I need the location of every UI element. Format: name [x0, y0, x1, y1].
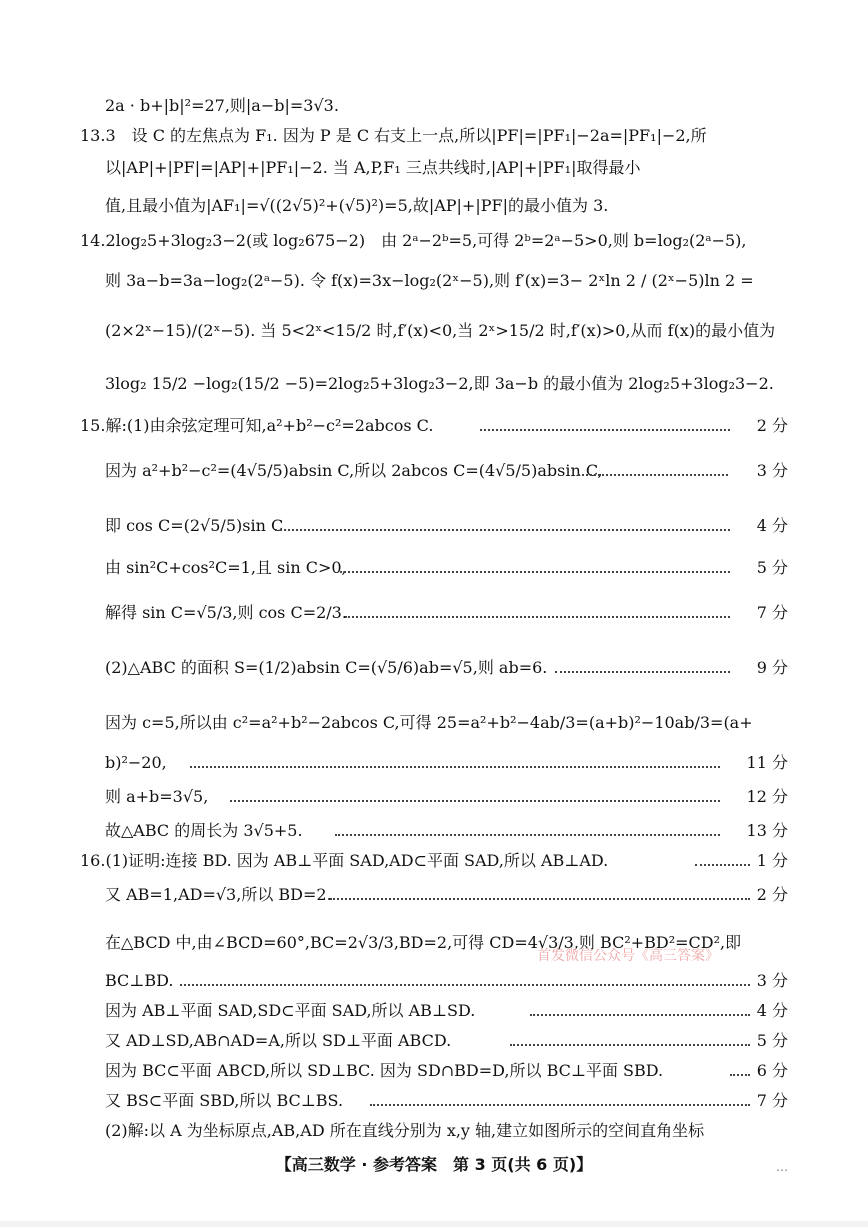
- line-text: 以|AP|+|PF|=|AP|+|PF₁|−2. 当 A,P,F₁ 三点共线时,|AP|+|PF₁|取得最小: [105, 158, 641, 177]
- line-text: b)²−20,: [105, 753, 167, 772]
- score-label: 5 分: [756, 558, 788, 577]
- line-text: (2)△ABC 的面积 S=(1/2)absin C=(√5/6)ab=√5,则 ab=6.: [105, 658, 548, 677]
- leader-dots: [335, 832, 720, 836]
- line-text: 因为 a²+b²−c²=(4√5/5)absin C,所以 2abcos C=(4√5/5)absin C,: [105, 461, 603, 480]
- line-text: 因为 BC⊂平面 ABCD,所以 SD⊥BC. 因为 SD∩BD=D,所以 BC⊥平面 SBD.: [105, 1061, 664, 1080]
- score-label: 2 分: [756, 416, 788, 435]
- line-text: 14.2log₂5+3log₂3−2(或 log₂675−2) 由 2ᵃ−2ᵇ=5,可得 2ᵇ=2ᵃ−5>0,则 b=log₂(2ᵃ−5),: [80, 231, 747, 250]
- leader-dots: [275, 527, 730, 531]
- leader-dots: [578, 472, 728, 476]
- line-text: 因为 c=5,所以由 c²=a²+b²−2abcos C,可得 25=a²+b²−4ab/3=(a+b)²−10ab/3=(a+: [105, 713, 753, 732]
- leader-dots: [555, 669, 730, 673]
- line-text: 在△BCD 中,由∠BCD=60°,BC=2√3/3,BD=2,可得 CD=4√3/3,则 BC²+BD²=CD²,即: [105, 933, 742, 952]
- line-text: 值,且最小值为|AF₁|=√((2√5)²+(√5)²)=5,故|AP|+|PF|的最小值为 3.: [105, 196, 609, 215]
- bottom-bar: [0, 1221, 868, 1227]
- line-text: 3log₂ 15/2 −log₂(15/2 −5)=2log₂5+3log₂3−2,即 3a−b 的最小值为 2log₂5+3log₂3−2.: [105, 374, 774, 393]
- score-label: 7 分: [756, 1091, 788, 1110]
- score-label: 7 分: [756, 603, 788, 622]
- line-text: 16.(1)证明:连接 BD. 因为 AB⊥平面 SAD,AD⊂平面 SAD,所以 AB⊥AD.: [80, 851, 609, 870]
- score-label: 3 分: [756, 971, 788, 990]
- watermark: 首发微信公众号《高三答案》: [537, 948, 719, 964]
- line-text: BC⊥BD.: [105, 971, 174, 990]
- line-text: 即 cos C=(2√5/5)sin C.: [105, 516, 288, 535]
- score-label: 2 分: [756, 885, 788, 904]
- leader-dots: [730, 1072, 750, 1076]
- score-label: 6 分: [756, 1061, 788, 1080]
- score-label: 5 分: [756, 1031, 788, 1050]
- score-label: 11 分: [746, 753, 788, 772]
- line-text: 又 AD⊥SD,AB∩AD=A,所以 SD⊥平面 ABCD.: [105, 1031, 452, 1050]
- leader-dots: [180, 982, 750, 986]
- page-footer: 【高三数学 · 参考答案 第 3 页(共 6 页)】: [275, 1155, 593, 1174]
- leader-dots: [340, 569, 730, 573]
- score-label: 4 分: [756, 516, 788, 535]
- line-text: (2)解:以 A 为坐标原点,AB,AD 所在直线分别为 x,y 轴,建立如图所示的空间直角坐标: [105, 1121, 705, 1140]
- line-text: (2×2ˣ−15)/(2ˣ−5). 当 5<2ˣ<15/2 时,f′(x)<0,当 2ˣ>15/2 时,f′(x)>0,从而 f(x)的最小值为: [105, 321, 776, 340]
- line-text: 又 AB=1,AD=√3,所以 BD=2.: [105, 885, 332, 904]
- score-label: 9 分: [756, 658, 788, 677]
- leader-dots: [230, 798, 720, 802]
- line-text: 解得 sin C=√5/3,则 cos C=2/3.: [105, 603, 347, 622]
- leader-dots: [480, 427, 730, 431]
- leader-dots: [330, 896, 750, 900]
- leader-dots: [695, 862, 750, 866]
- line-text: 又 BS⊂平面 SBD,所以 BC⊥BS.: [105, 1091, 344, 1110]
- line-text: 则 3a−b=3a−log₂(2ᵃ−5). 令 f(x)=3x−log₂(2ˣ−5),则 f′(x)=3− 2ˣln 2 / (2ˣ−5)ln 2 =: [105, 271, 754, 290]
- leader-dots: [530, 1012, 750, 1016]
- line-text: 故△ABC 的周长为 3√5+5.: [105, 821, 303, 840]
- leader-dots: [510, 1042, 750, 1046]
- score-label: 12 分: [746, 787, 788, 806]
- corner-mark: …: [776, 1160, 788, 1174]
- score-label: 4 分: [756, 1001, 788, 1020]
- leader-dots: [370, 1102, 750, 1106]
- line-text: 2a · b+|b|²=27,则|a−b|=3√3.: [105, 96, 339, 115]
- score-label: 3 分: [756, 461, 788, 480]
- line-text: 13.3 设 C 的左焦点为 F₁. 因为 P 是 C 右支上一点,所以|PF|=|PF₁|−2a=|PF₁|−2,所: [80, 126, 707, 145]
- score-label: 13 分: [746, 821, 788, 840]
- leader-dots: [345, 614, 730, 618]
- line-text: 则 a+b=3√5,: [105, 787, 209, 806]
- line-text: 由 sin²C+cos²C=1,且 sin C>0,: [105, 558, 347, 577]
- score-label: 1 分: [756, 851, 788, 870]
- leader-dots: [190, 764, 720, 768]
- line-text: 因为 AB⊥平面 SAD,SD⊂平面 SAD,所以 AB⊥SD.: [105, 1001, 476, 1020]
- line-text: 15.解:(1)由余弦定理可知,a²+b²−c²=2abcos C.: [80, 416, 434, 435]
